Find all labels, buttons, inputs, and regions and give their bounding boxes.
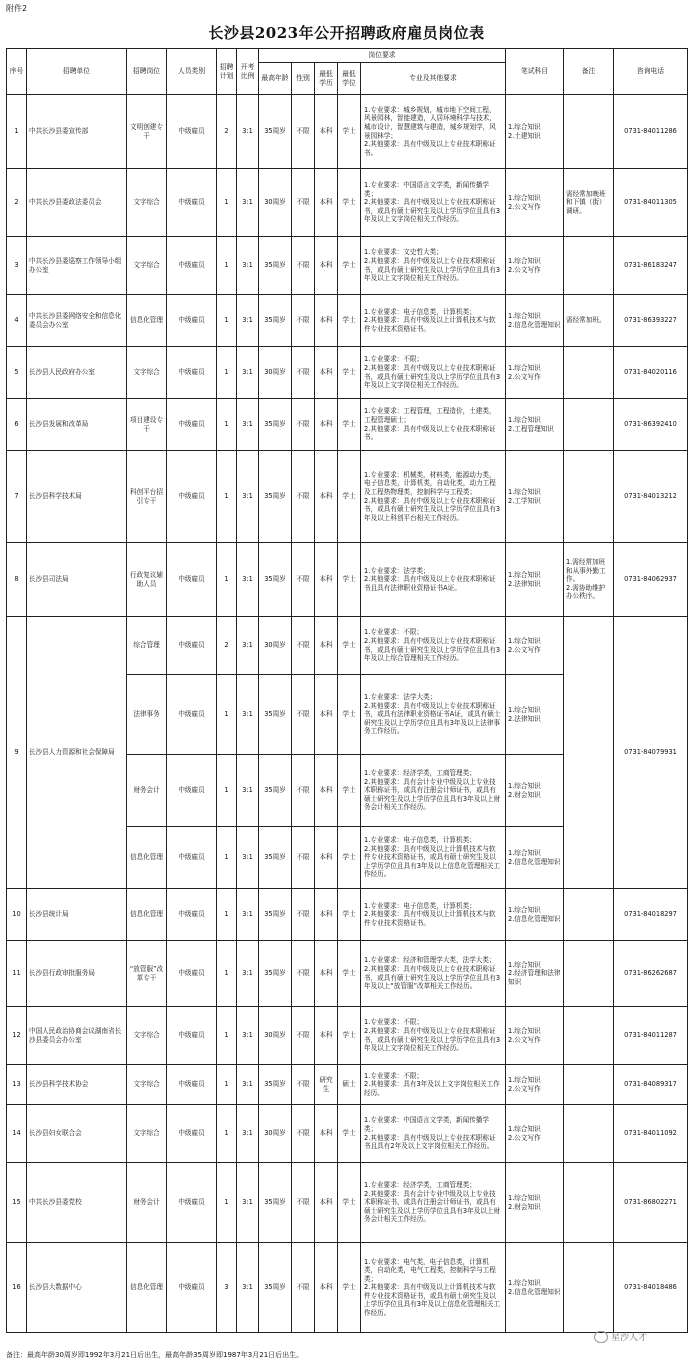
table-row [7, 237, 688, 295]
cell-seq: 15 [7, 1163, 27, 1243]
cell-unit: 长沙县科学技术协会 [27, 1065, 127, 1105]
cell-req: 1.专业要求：法学大类； 2.其他要求：具有中级及以上专业技术职称证书，或具有法律职业资格证书A证，或具有硕士研究生及以上学历学位且具有3年及以上法律事务工作经历。 [361, 675, 506, 755]
cell-plan: 1 [217, 1007, 237, 1065]
cell-unit: 长沙县大数据中心 [27, 1243, 127, 1333]
table-row [7, 1065, 688, 1105]
cell-age: 35周岁 [259, 1243, 292, 1333]
cell-remark [564, 1105, 614, 1163]
cell-category: 中级雇员 [167, 399, 217, 451]
cell-seq: 14 [7, 1105, 27, 1163]
table-row [7, 889, 688, 941]
cell-edu: 本科 [315, 347, 338, 399]
cell-gender: 不限 [292, 1163, 315, 1243]
attachment-label: 附件2 [6, 4, 28, 13]
cell-unit: 长沙县人民政府办公室 [27, 347, 127, 399]
cell-age: 30周岁 [259, 347, 292, 399]
cell-unit: 长沙县发展和改革局 [27, 399, 127, 451]
cell-post: 文明创建专干 [127, 95, 167, 169]
cell-exam: 1.综合知识 2.信息化管理知识 [506, 827, 564, 889]
cell-category: 中级雇员 [167, 169, 217, 237]
cell-unit: 中共长沙县委宣传部 [27, 95, 127, 169]
cell-post: 文字综合 [127, 347, 167, 399]
table-row [7, 399, 688, 451]
cell-post: 信息化管理 [127, 827, 167, 889]
cell-gender: 不限 [292, 941, 315, 1007]
cell-exam: 1.综合知识 2.法律知识 [506, 675, 564, 755]
cell-seq: 3 [7, 237, 27, 295]
cell-exam: 1.综合知识 2.公文写作 [506, 169, 564, 237]
cell-degree: 学士 [338, 451, 361, 543]
cell-unit: 长沙县科学技术局 [27, 451, 127, 543]
cell-age: 35周岁 [259, 1065, 292, 1105]
cell-edu: 本科 [315, 1105, 338, 1163]
cell-degree: 学士 [338, 1243, 361, 1333]
cell-gender: 不限 [292, 1243, 315, 1333]
cell-remark [564, 1163, 614, 1243]
cell-unit: 中共长沙县委巡察工作领导小组办公室 [27, 237, 127, 295]
table-row [7, 1007, 688, 1065]
table-row [7, 347, 688, 399]
cell-category: 中级雇员 [167, 347, 217, 399]
cell-phone: 0731-84089317 [614, 1065, 688, 1105]
table-row [7, 1243, 688, 1333]
cell-degree: 学士 [338, 347, 361, 399]
header-phone: 咨询电话 [614, 49, 688, 95]
cell-gender: 不限 [292, 889, 315, 941]
cell-gender: 不限 [292, 237, 315, 295]
cell-plan: 1 [217, 755, 237, 827]
cell-category: 中级雇员 [167, 451, 217, 543]
cell-post: 法律事务 [127, 675, 167, 755]
cell-degree: 学士 [338, 399, 361, 451]
cell-req: 1.专业要求：中国语言文学类，新闻传播学类； 2.其他要求：具有中级及以上专业技术职称证书且具有2年及以上文字岗位相关工作经历。 [361, 1105, 506, 1163]
cell-unit: 中国人民政治协商会议湖南省长沙县委员会办公室 [27, 1007, 127, 1065]
cell-degree: 学士 [338, 827, 361, 889]
header-degree: 最低学位 [338, 63, 361, 95]
cell-req: 1.专业要求：经济学类，工商管理类； 2.其他要求：具有会计专业中级及以上专业技术职称证书，或具有注册会计师证书，或具有硕士研究生及以上学历学位且具有3年及以上财务会计相关工作经历。 [361, 1163, 506, 1243]
cell-req: 1.专业要求：电子信息类，计算机类； 2.其他要求：具有中级及以上计算机技术与软件专业技术资格证书。 [361, 889, 506, 941]
cell-category: 中级雇员 [167, 617, 217, 675]
cell-unit: 中共长沙县委政法委员会 [27, 169, 127, 237]
cell-category: 中级雇员 [167, 827, 217, 889]
cell-phone: 0731-84011287 [614, 1007, 688, 1065]
cell-age: 35周岁 [259, 399, 292, 451]
cell-age: 30周岁 [259, 617, 292, 675]
header-exam: 笔试科目 [506, 49, 564, 95]
cell-edu: 本科 [315, 1163, 338, 1243]
cell-plan: 1 [217, 347, 237, 399]
cell-edu: 研究生 [315, 1065, 338, 1105]
cell-category: 中级雇员 [167, 1163, 217, 1243]
cell-req: 1.专业要求：机械类，材料类，能源动力类，电子信息类，计算机类，自动化类，动力工程及工程热物理类，控制科学与工程类； 2.其他要求：具有中级及以上专业技术职称证书，或具有硕士研究生及以上学历学位且具有3年及以上科创平台相关工作经历。 [361, 451, 506, 543]
cell-ratio: 3:1 [237, 675, 259, 755]
cell-unit: 长沙县统计局 [27, 889, 127, 941]
cell-age: 35周岁 [259, 237, 292, 295]
cell-req: 1.专业要求：城乡规划，城市地下空间工程，风景园林，智能建造，人居环境科学与技术，城市设计，智慧建筑与建造，城乡规划学，风景园林学； 2.其他要求：具有中级及以上专业技术职称证书。 [361, 95, 506, 169]
cell-gender: 不限 [292, 675, 315, 755]
header-category: 人员类别 [167, 49, 217, 95]
cell-post: 文字综合 [127, 169, 167, 237]
cell-category: 中级雇员 [167, 95, 217, 169]
cell-exam: 1.综合知识 2.法律知识 [506, 543, 564, 617]
cell-ratio: 3:1 [237, 399, 259, 451]
cell-remark [564, 1243, 614, 1333]
cell-exam: 1.综合知识 2.工程管理知识 [506, 399, 564, 451]
cell-req: 1.专业要求：电气类，电子信息类，计算机类，自动化类，电气工程类，控制科学与工程类； 2.其他要求：具有中级及以上计算机技术与软件专业技术资格证书，或具有硕士研究生及以上学历学位且具有3年及以上信息化管理相关工作经历。 [361, 1243, 506, 1333]
cell-category: 中级雇员 [167, 1065, 217, 1105]
cell-seq: 8 [7, 543, 27, 617]
cell-exam: 1.综合知识 2.公文写作 [506, 1105, 564, 1163]
cell-ratio: 3:1 [237, 1007, 259, 1065]
cell-category: 中级雇员 [167, 675, 217, 755]
cell-exam: 1.综合知识 2.公文写作 [506, 347, 564, 399]
cell-plan: 1 [217, 941, 237, 1007]
cell-phone: 0731-84011305 [614, 169, 688, 237]
cell-post: 文字综合 [127, 237, 167, 295]
cell-phone: 0731-84013212 [614, 451, 688, 543]
wechat-icon [594, 1331, 608, 1343]
cell-seq: 4 [7, 295, 27, 347]
cell-req: 1.专业要求：电子信息类，计算机类； 2.其他要求：具有中级及以上计算机技术与软件专业技术资格证书，或具有硕士研究生及以上学历学位且具有3年及以上信息化管理相关工作经历。 [361, 827, 506, 889]
cell-phone: 0731-86393227 [614, 295, 688, 347]
cell-category: 中级雇员 [167, 1105, 217, 1163]
cell-phone: 0731-86262687 [614, 941, 688, 1007]
cell-degree: 学士 [338, 675, 361, 755]
cell-degree: 学士 [338, 237, 361, 295]
cell-remark: 1.需经常加班和从事外勤工作。 2.需协助维护办公秩序。 [564, 543, 614, 617]
cell-req: 1.专业要求：不限； 2.其他要求：具有3年及以上文字岗位相关工作经历。 [361, 1065, 506, 1105]
cell-exam: 1.综合知识 2.公文写作 [506, 237, 564, 295]
cell-phone: 0731-84079931 [614, 617, 688, 889]
cell-plan: 1 [217, 169, 237, 237]
cell-ratio: 3:1 [237, 1243, 259, 1333]
cell-phone: 0731-84018297 [614, 889, 688, 941]
cell-gender: 不限 [292, 543, 315, 617]
cell-remark: 需经常加班。 [564, 295, 614, 347]
cell-age: 35周岁 [259, 941, 292, 1007]
cell-req: 1.专业要求：经济学类，工商管理类； 2.其他要求：具有会计专业中级及以上专业技术职称证书，或具有注册会计师证书，或具有硕士研究生及以上学历学位且具有3年及以上财务会计相关工作经历。 [361, 755, 506, 827]
cell-category: 中级雇员 [167, 295, 217, 347]
cell-ratio: 3:1 [237, 755, 259, 827]
cell-plan: 1 [217, 295, 237, 347]
cell-remark [564, 95, 614, 169]
cell-age: 30周岁 [259, 1007, 292, 1065]
cell-age: 35周岁 [259, 543, 292, 617]
cell-exam: 1.综合知识 2.土建知识 [506, 95, 564, 169]
page-title: 长沙县2023年公开招聘政府雇员岗位表 [208, 24, 485, 42]
cell-gender: 不限 [292, 1007, 315, 1065]
cell-seq: 12 [7, 1007, 27, 1065]
cell-plan: 1 [217, 1163, 237, 1243]
cell-req: 1.专业要求：文史哲大类； 2.其他要求：具有中级及以上专业技术职称证书，或具有硕士研究生及以上学历学位且具有3年及以上文字岗位相关工作经历。 [361, 237, 506, 295]
cell-degree: 学士 [338, 1163, 361, 1243]
cell-seq: 1 [7, 95, 27, 169]
table-row [7, 1163, 688, 1243]
table-row [7, 95, 688, 169]
cell-post: 文字综合 [127, 1105, 167, 1163]
cell-ratio: 3:1 [237, 1065, 259, 1105]
cell-req: 1.专业要求：不限； 2.其他要求：具有中级及以上专业技术职称证书，或具有硕士研究生及以上学历学位且具有3年及以上文字岗位相关工作经历。 [361, 347, 506, 399]
cell-category: 中级雇员 [167, 755, 217, 827]
cell-ratio: 3:1 [237, 237, 259, 295]
cell-category: 中级雇员 [167, 237, 217, 295]
header-unit: 招聘单位 [27, 49, 127, 95]
cell-ratio: 3:1 [237, 95, 259, 169]
cell-edu: 本科 [315, 237, 338, 295]
cell-remark [564, 451, 614, 543]
table-body [7, 95, 688, 1333]
cell-ratio: 3:1 [237, 617, 259, 675]
cell-plan: 1 [217, 889, 237, 941]
cell-post: 文字综合 [127, 1065, 167, 1105]
cell-post: 综合管理 [127, 617, 167, 675]
cell-plan: 1 [217, 675, 237, 755]
cell-ratio: 3:1 [237, 451, 259, 543]
cell-age: 35周岁 [259, 675, 292, 755]
cell-exam: 1.综合知识 2.工学知识 [506, 451, 564, 543]
cell-gender: 不限 [292, 617, 315, 675]
cell-gender: 不限 [292, 347, 315, 399]
cell-remark [564, 1007, 614, 1065]
cell-seq: 11 [7, 941, 27, 1007]
cell-edu: 本科 [315, 399, 338, 451]
cell-age: 35周岁 [259, 451, 292, 543]
cell-ratio: 3:1 [237, 295, 259, 347]
table-row [7, 941, 688, 1007]
cell-edu: 本科 [315, 755, 338, 827]
header-seq: 序号 [7, 49, 27, 95]
cell-ratio: 3:1 [237, 169, 259, 237]
cell-phone: 0731-86802271 [614, 1163, 688, 1243]
job-table [6, 48, 688, 1333]
cell-age: 35周岁 [259, 755, 292, 827]
cell-edu: 本科 [315, 543, 338, 617]
header-edu: 最低学历 [315, 63, 338, 95]
cell-req: 1.专业要求：中国语言文学类，新闻传播学类； 2.其他要求：具有中级及以上专业技术职称证书，或具有硕士研究生及以上学历学位且具有3年及以上文字岗位相关工作经历。 [361, 169, 506, 237]
cell-plan: 1 [217, 451, 237, 543]
cell-remark: 需经常加晚班和下镇（街）调研。 [564, 169, 614, 237]
cell-exam: 1.综合知识 2.财会知识 [506, 1163, 564, 1243]
cell-gender: 不限 [292, 451, 315, 543]
cell-degree: 学士 [338, 941, 361, 1007]
cell-post: 信息化管理 [127, 295, 167, 347]
cell-ratio: 3:1 [237, 889, 259, 941]
cell-plan: 1 [217, 827, 237, 889]
cell-seq: 5 [7, 347, 27, 399]
cell-gender: 不限 [292, 1105, 315, 1163]
cell-edu: 本科 [315, 1243, 338, 1333]
cell-req: 1.专业要求：工程管理，工程造价，土建类，工程管理硕士； 2.其他要求：具有中级及以上专业技术职称证书。 [361, 399, 506, 451]
cell-gender: 不限 [292, 169, 315, 237]
header-major: 专业及其他要求 [361, 63, 506, 95]
cell-remark [564, 347, 614, 399]
cell-exam: 1.综合知识 2.公文写作 [506, 1065, 564, 1105]
cell-category: 中级雇员 [167, 1243, 217, 1333]
cell-degree: 学士 [338, 543, 361, 617]
header-age: 最高年龄 [259, 63, 292, 95]
cell-req: 1.专业要求：法学类； 2.其他要求：具有中级及以上专业技术职称证书且具有法律职业资格证书A证。 [361, 543, 506, 617]
cell-seq: 13 [7, 1065, 27, 1105]
header-ratio: 开考比例 [237, 49, 259, 95]
cell-degree: 学士 [338, 1007, 361, 1065]
cell-seq: 16 [7, 1243, 27, 1333]
cell-unit: 中共长沙县委网络安全和信息化委员会办公室 [27, 295, 127, 347]
cell-unit: 中共长沙县委党校 [27, 1163, 127, 1243]
cell-edu: 本科 [315, 169, 338, 237]
cell-plan: 1 [217, 1105, 237, 1163]
cell-degree: 学士 [338, 169, 361, 237]
footer-note: 备注：最高年龄30周岁即1992年3月21日后出生，最高年龄35周岁即1987年3月21日后出生。 [6, 1351, 304, 1359]
cell-phone: 0731-84018486 [614, 1243, 688, 1333]
cell-phone: 0731-86392410 [614, 399, 688, 451]
cell-ratio: 3:1 [237, 1105, 259, 1163]
cell-edu: 本科 [315, 941, 338, 1007]
cell-degree: 学士 [338, 755, 361, 827]
cell-remark [564, 941, 614, 1007]
cell-exam: 1.综合知识 2.财会知识 [506, 755, 564, 827]
cell-plan: 1 [217, 399, 237, 451]
cell-gender: 不限 [292, 755, 315, 827]
cell-post: “放管服”改革专干 [127, 941, 167, 1007]
watermark [594, 1330, 647, 1343]
cell-ratio: 3:1 [237, 543, 259, 617]
cell-phone: 0731-86183247 [614, 237, 688, 295]
cell-remark [564, 617, 614, 889]
cell-edu: 本科 [315, 1007, 338, 1065]
table-row [7, 617, 688, 675]
table-row [7, 451, 688, 543]
cell-degree: 学士 [338, 295, 361, 347]
cell-edu: 本科 [315, 827, 338, 889]
cell-phone: 0731-84020116 [614, 347, 688, 399]
cell-age: 30周岁 [259, 169, 292, 237]
cell-unit: 长沙县司法局 [27, 543, 127, 617]
cell-req: 1.专业要求：经济和管理学大类，法学大类； 2.其他要求：具有中级及以上专业技术职称证书，或具有硕士研究生及以上学历学位且具有3年及以上“放管服”改革相关工作经历。 [361, 941, 506, 1007]
table-row [7, 543, 688, 617]
cell-degree: 学士 [338, 1105, 361, 1163]
cell-post: 财务会计 [127, 755, 167, 827]
cell-edu: 本科 [315, 617, 338, 675]
table-row [7, 169, 688, 237]
cell-unit: 长沙县人力资源和社会保障局 [27, 617, 127, 889]
cell-category: 中级雇员 [167, 889, 217, 941]
cell-degree: 学士 [338, 889, 361, 941]
cell-seq: 2 [7, 169, 27, 237]
cell-seq: 7 [7, 451, 27, 543]
cell-phone: 0731-84011092 [614, 1105, 688, 1163]
cell-remark [564, 1065, 614, 1105]
cell-post: 信息化管理 [127, 1243, 167, 1333]
cell-post: 财务会计 [127, 1163, 167, 1243]
cell-category: 中级雇员 [167, 543, 217, 617]
cell-edu: 本科 [315, 889, 338, 941]
cell-edu: 本科 [315, 95, 338, 169]
cell-age: 35周岁 [259, 827, 292, 889]
cell-gender: 不限 [292, 95, 315, 169]
cell-plan: 2 [217, 95, 237, 169]
cell-category: 中级雇员 [167, 1007, 217, 1065]
cell-seq: 6 [7, 399, 27, 451]
cell-ratio: 3:1 [237, 347, 259, 399]
header-remark: 备注 [564, 49, 614, 95]
cell-remark [564, 889, 614, 941]
table-row [7, 1105, 688, 1163]
cell-req: 1.专业要求：不限； 2.其他要求：具有中级及以上专业技术职称证书，或具有硕士研究生及以上学历学位且具有3年及以上综合管理相关工作经历。 [361, 617, 506, 675]
cell-exam: 1.综合知识 2.公文写作 [506, 617, 564, 675]
cell-post: 行政复议辅助人员 [127, 543, 167, 617]
cell-ratio: 3:1 [237, 827, 259, 889]
cell-plan: 3 [217, 1243, 237, 1333]
cell-exam: 1.综合知识 2.公文写作 [506, 1007, 564, 1065]
cell-age: 35周岁 [259, 889, 292, 941]
header-gender: 性别 [292, 63, 315, 95]
cell-degree: 学士 [338, 617, 361, 675]
cell-age: 35周岁 [259, 95, 292, 169]
cell-gender: 不限 [292, 1065, 315, 1105]
cell-seq: 9 [7, 617, 27, 889]
header-plan: 招聘计划 [217, 49, 237, 95]
cell-post: 信息化管理 [127, 889, 167, 941]
cell-degree: 学士 [338, 95, 361, 169]
cell-unit: 长沙县行政审批服务局 [27, 941, 127, 1007]
cell-age: 30周岁 [259, 1105, 292, 1163]
cell-exam: 1.综合知识 2.信息化管理知识 [506, 889, 564, 941]
cell-age: 35周岁 [259, 295, 292, 347]
cell-gender: 不限 [292, 827, 315, 889]
cell-plan: 2 [217, 617, 237, 675]
cell-plan: 1 [217, 1065, 237, 1105]
cell-req: 1.专业要求：电子信息类，计算机类； 2.其他要求：具有中级及以上计算机技术与软件专业技术资格证书。 [361, 295, 506, 347]
cell-phone: 0731-84062937 [614, 543, 688, 617]
cell-gender: 不限 [292, 295, 315, 347]
cell-exam: 1.综合知识 2.信息化管理知识 [506, 1243, 564, 1333]
cell-age: 35周岁 [259, 1163, 292, 1243]
cell-plan: 1 [217, 237, 237, 295]
cell-degree: 硕士 [338, 1065, 361, 1105]
cell-edu: 本科 [315, 675, 338, 755]
cell-gender: 不限 [292, 399, 315, 451]
table-row [7, 295, 688, 347]
cell-exam: 1.综合知识 2.经济管理和法律知识 [506, 941, 564, 1007]
cell-post: 文字综合 [127, 1007, 167, 1065]
cell-remark [564, 399, 614, 451]
cell-plan: 1 [217, 543, 237, 617]
cell-category: 中级雇员 [167, 941, 217, 1007]
cell-seq: 10 [7, 889, 27, 941]
cell-exam: 1.综合知识 2.信息化管理知识 [506, 295, 564, 347]
cell-unit: 长沙县妇女联合会 [27, 1105, 127, 1163]
cell-post: 项目建设专干 [127, 399, 167, 451]
cell-ratio: 3:1 [237, 1163, 259, 1243]
cell-req: 1.专业要求：不限； 2.其他要求：具有中级及以上专业技术职称证书，或具有硕士研究生及以上学历学位且具有3年及以上文字岗位相关工作经历。 [361, 1007, 506, 1065]
cell-ratio: 3:1 [237, 941, 259, 1007]
header-post-requirements: 岗位要求 [259, 49, 506, 63]
cell-post: 科创平台招引专干 [127, 451, 167, 543]
header-post: 招聘岗位 [127, 49, 167, 95]
cell-edu: 本科 [315, 295, 338, 347]
cell-remark [564, 237, 614, 295]
watermark-text: 星沙人才 [611, 1333, 648, 1343]
cell-edu: 本科 [315, 451, 338, 543]
cell-phone: 0731-84011286 [614, 95, 688, 169]
